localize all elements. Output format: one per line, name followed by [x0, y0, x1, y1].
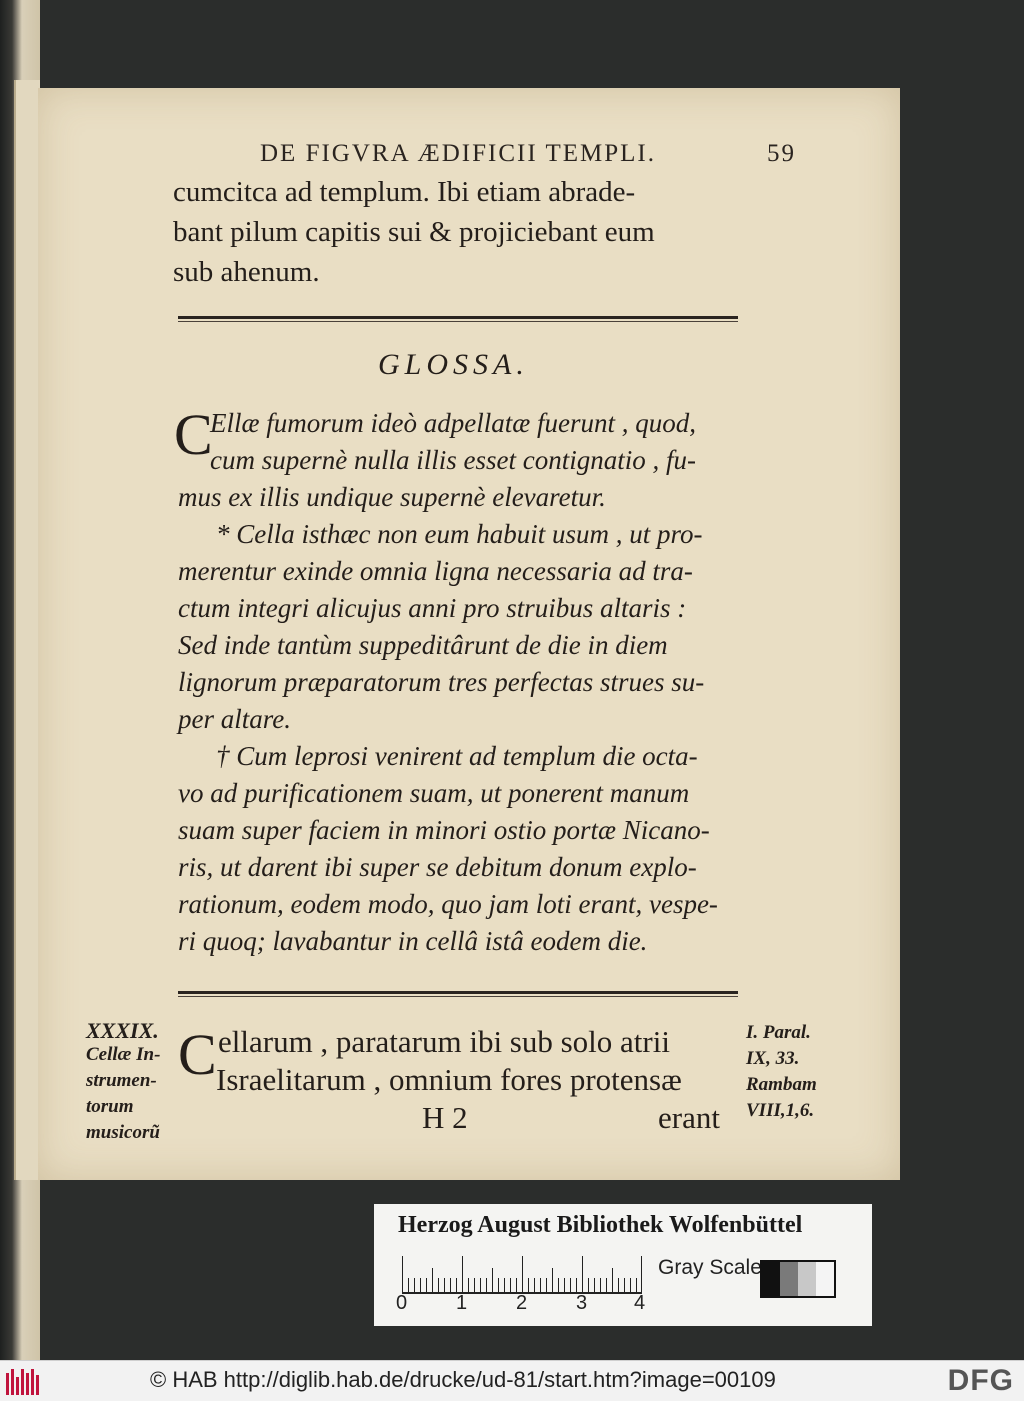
library-name: Herzog August Bibliothek Wolfenbüttel	[398, 1212, 803, 1238]
glossa-line: Ellæ fumorum ideò adpellatæ fuerunt , quod,	[210, 408, 696, 438]
scale-ruler	[402, 1254, 642, 1294]
body-line: Israelitarum , omnium fores protensæ	[216, 1062, 682, 1097]
glossa-line: mus ex illis undique supernè elevaretur.	[178, 482, 606, 512]
glossa-line: cum supernè nulla illis esset contignatio , fu-	[210, 445, 696, 475]
glossa-line: merentur exinde omnia ligna necessaria ad tra-	[178, 556, 693, 586]
signature-mark: H 2	[422, 1100, 468, 1135]
glossa-line: rationum, eodem modo, quo jam loti erant, vespe-	[178, 889, 718, 919]
scanned-page	[38, 88, 900, 1180]
glossa-line: per altare.	[178, 704, 291, 734]
page-number: 59	[767, 140, 796, 167]
header-title: DE FIGVRA ÆDIFICII TEMPLI.	[260, 140, 656, 167]
library-label-card	[374, 1204, 872, 1326]
margin-note-right: IX, 33.	[746, 1048, 800, 1069]
glossa-line: suam super faciem in minori ostio portæ Nicano-	[178, 815, 710, 845]
margin-note-right: I. Paral.	[746, 1022, 811, 1043]
running-header	[260, 140, 796, 168]
dfg-logo: DFG	[947, 1364, 1014, 1397]
glossa-line: * Cella isthæc non eum habuit usum , ut pro-	[216, 519, 703, 549]
glossa-line: lignorum præparatorum tres perfectas strues su-	[178, 667, 705, 697]
body-line: cumcitca ad templum. Ibi etiam abrade-	[173, 176, 636, 208]
page-edge	[14, 80, 40, 1180]
gray-scale-bar	[760, 1260, 836, 1298]
hab-logo-icon	[6, 1367, 42, 1395]
ruler-label: 4	[634, 1292, 646, 1314]
margin-note-left: XXXIX.	[86, 1018, 159, 1043]
catchword: erant	[658, 1100, 720, 1135]
glossa-line: † Cum leprosi venirent ad templum die octa-	[216, 741, 698, 771]
margin-note-left: musicorũ	[86, 1122, 160, 1143]
drop-cap: C	[174, 402, 213, 467]
ornamental-rule	[178, 991, 738, 994]
ornamental-rule	[178, 316, 738, 319]
ruler-label: 3	[576, 1292, 588, 1314]
body-line: ellarum , paratarum ibi sub solo atrii	[218, 1024, 670, 1059]
body-line: bant pilum capitis sui & projiciebant eum	[173, 216, 655, 248]
glossa-line: ri quoq; lavabantur in cellâ istâ eodem die.	[178, 926, 648, 956]
body-line: sub ahenum.	[173, 256, 320, 288]
glossa-line: vo ad purificationem suam, ut ponerent manum	[178, 778, 690, 808]
footer-credit-link[interactable]: © HAB http://diglib.hab.de/drucke/ud-81/start.htm?image=00109	[150, 1367, 776, 1392]
glossa-line: ctum integri alicujus anni pro struibus altaris :	[178, 593, 687, 623]
margin-note-left: Cellæ In-	[86, 1044, 161, 1065]
drop-cap: C	[178, 1022, 217, 1087]
ruler-label: 0	[396, 1292, 408, 1314]
glossa-heading: GLOSSA.	[378, 348, 529, 381]
footer-bar	[0, 1360, 1024, 1401]
margin-note-right: Rambam	[746, 1074, 817, 1095]
margin-note-left: strumen-	[86, 1070, 157, 1091]
gray-scale-label: Gray Scale	[658, 1256, 762, 1279]
ruler-label: 1	[456, 1292, 468, 1314]
ruler-label: 2	[516, 1292, 528, 1314]
margin-note-left: torum	[86, 1096, 134, 1117]
adjacent-page-edge	[0, 0, 40, 1360]
glossa-line: ris, ut darent ibi super se debitum donum explo-	[178, 852, 697, 882]
glossa-line: Sed inde tantùm suppeditârunt de die in diem	[178, 630, 668, 660]
margin-note-right: VIII,1,6.	[746, 1100, 815, 1121]
